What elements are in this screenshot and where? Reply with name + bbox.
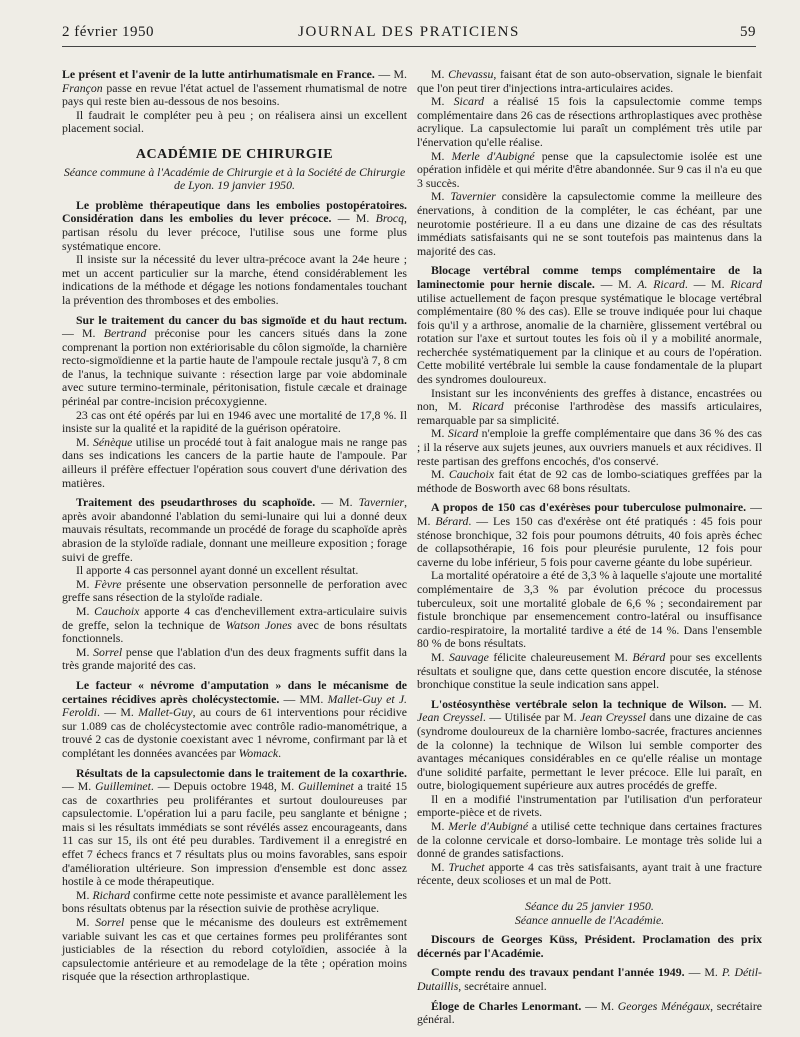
author-name: Tavernier — [450, 189, 496, 204]
text: pense que l'ablation d'un des deux fragments suffit dans la très grande majorité des cas. — [62, 644, 407, 673]
text: , secrétaire général. — [417, 998, 762, 1027]
topic-title: Résultats de la capsulectomie dans le traitement de la coxarthrie. — [76, 765, 407, 780]
text: Insistant sur les inconvénients des greffes à distance, encastrées ou non, M. — [417, 385, 762, 414]
author-name: Françon — [62, 80, 103, 95]
text: M. — [76, 644, 94, 659]
text: . — Les 150 cas d'exérèse ont été pratiqués : 45 fois pour sténose bronchique, 32 fois pour poumons détruits, 40 fois après échec de collapsothérapie, 16 fois pour pleurésie purulente, 12 fois pour caverne du lobe inférieur, 5 fois pour caverne géante du lobe supérieur. — [417, 514, 763, 569]
text: considère la capsulectomie comme la meilleure des énervations, à condition de la compléter, le cas échéant, par une neurotomie postérieure. Il a eu dans une dizaine de cas des résultats immédiats satisfaisants qui ne se sont toutefois pas maintenus dans la majorité des cas. — [417, 189, 763, 258]
paragraph: La mortalité opératoire a été de 3,3 % à laquelle s'ajoute une mortalité complémentaire de 3,3 % par évolution précoce du processus tuberculeux, soit une mortalité globale de 6,6 % ; secondairement par fistule bronchique par ensemencement contro-latéral ou insuffisance cardio-respiratoire, la mortalité tardive a été de 14 %. Dans l'ensemble 80 % de bons résultats. — [417, 568, 762, 651]
text: avec de bons résultats fonctionnels. — [62, 617, 407, 646]
paragraph — [417, 820, 762, 861]
text: utilise un procédé tout à fait analogue mais ne range pas dans ses indications les cancers de la partie haute de l'ampoule. Par ailleurs il préfère effectuer l'opération sous couvert d'une dérivation des matières. — [62, 434, 407, 490]
paragraph — [417, 651, 762, 692]
text: M. — [76, 603, 95, 618]
text: pense que le mécanisme des douleurs est extrêmement variable suivant les cas et que certaines formes peu proliférantes sont justiciables de la résection du rebord cotyloïdien, associée à la capsulectomie antérieure et au remodelage de la tête ; opération moins risquée que la résection arthroplastique. — [62, 915, 407, 984]
text: préconise l'arthrodèse des massifs articulaires, remarquable par sa simplicité. — [417, 399, 762, 427]
topic-title: Blocage vertébral comme temps complémentaire de la laminectomie pour hernie discale. — [417, 263, 762, 291]
author-name: Bérard — [632, 649, 666, 664]
text: apporte 4 cas très satisfaisants, ayant trait à une fracture récente, deux scolioses et un mal de Pott. — [417, 859, 762, 888]
paragraph — [417, 264, 762, 386]
text: félicite chaleureusement M. — [488, 649, 633, 664]
text: M. — [431, 649, 449, 664]
right-column — [417, 68, 762, 1027]
topic-title: Le problème thérapeutique dans les embolies postopératoires. Considération dans les embolies du lever précoce. — [62, 197, 407, 226]
paragraph — [417, 861, 762, 888]
topic-title: Traitement des pseudarthroses du scaphoïde. — [76, 495, 316, 510]
text: M. — [431, 189, 451, 204]
author-name: Bertrand — [103, 326, 147, 341]
author-name: Jean Creyssel — [580, 710, 646, 725]
paragraph — [62, 605, 407, 646]
paragraph: Il apporte 4 cas personnel ayant donné un excellent résultat. — [76, 563, 359, 578]
text: , secrétaire annuel. — [458, 979, 547, 993]
text: fait état de 92 cas de lombo-sciatiques greffées par la méthode de Bosworth avec 68 bons résultats. — [417, 467, 763, 495]
text: — M. — [62, 779, 96, 794]
author-name: Ricard — [730, 276, 762, 291]
header-rule — [62, 46, 756, 47]
header-date: 2 février 1950 — [62, 24, 154, 40]
author-name: Sorrel — [93, 644, 123, 659]
text: , au cours de 61 interventions pour récidive sur 1.089 cas de cholécystectomie avec contrôle radio-manométrique, a trouvé 2 cas de dystonie coexistant avec 1 névrome, confirmant par là et complétant les données avancées par — [62, 705, 407, 760]
text: , après avoir abandonné l'ablation du semi-lunaire qui lui a donné deux mauvais résultats, recommande un procédé de forage du scaphoïde après abrasion de la styloïde radiale, donnant une meilleure exposition ; forage suivi de greffe. — [62, 495, 408, 564]
author-name: P. Détil-Dutaillis — [417, 965, 762, 993]
author-name: Ricard — [471, 399, 504, 414]
paragraph — [62, 767, 407, 889]
paragraph — [417, 68, 762, 95]
text: M. — [431, 148, 452, 163]
session-info: Séance commune à l'Académie de Chirurgie et à la Société de Chirurgie de Lyon. 19 janvier 1950. — [63, 164, 406, 193]
session-info: Séance du 25 janvier 1950. — [525, 899, 654, 914]
paragraph — [62, 436, 407, 490]
text: — MM. — [279, 691, 328, 706]
paragraph — [62, 496, 407, 564]
text: n'emploie la greffe complémentaire que dans 36 % des cas ; il la réserve aux sujets jeunes, aux ouvriers manuels et aux récidives. Il reste partisan des greffons encochés, d'os conservé. — [417, 426, 763, 468]
author-name: Chevassu — [448, 67, 494, 81]
text: — M. — [331, 211, 376, 226]
text: — M. — [315, 495, 359, 510]
topic-title: L'ostéosynthèse vertébrale selon la technique de Wilson. — [431, 696, 727, 711]
text: M. — [431, 426, 448, 441]
text: M. — [76, 576, 95, 591]
topic-title: Éloge de Charles Lenormant. — [431, 998, 582, 1013]
author-name: Sénèque — [93, 434, 133, 449]
paragraph — [62, 889, 407, 916]
paragraph — [417, 95, 762, 149]
text: M. — [431, 819, 449, 834]
text: M. — [76, 887, 93, 902]
paragraph — [417, 150, 762, 191]
paragraph: Il faudrait le compléter peu à peu ; on réalisera ainsi un excellent placement social. — [62, 107, 407, 136]
author-name: Mallet-Guy — [138, 705, 193, 720]
author-name: Merle d'Aubigné — [448, 819, 529, 834]
running-header — [62, 24, 756, 44]
text: passe en revue l'état actuel de l'assement rhumatismal de notre pays qui reste bien au-dessous de nos besoins. — [62, 80, 407, 109]
author-name: Merle d'Aubigné — [451, 148, 535, 163]
paragraph — [417, 427, 762, 468]
text: dans une dizaine de cas (syndrome douloureux de la charnière lombo-sacrée, fractures anciennes de la colonne) la technique de Wilson lui semble comporter des avantages mécaniques considérables en ce qu'elle réalise un montage d'une solidité parfaite, permettant le lever précoce. Elle lui paraît, en outre, biologiquement supérieure aux autres procédés de greffe. — [417, 710, 762, 793]
paragraph — [417, 933, 762, 960]
topic-title: Le présent et l'avenir de la lutte antirhumatismale en France. — [62, 67, 375, 81]
paragraph — [417, 698, 762, 793]
author-name: Sauvage — [448, 649, 489, 664]
text: M. — [431, 94, 454, 109]
author-name: Georges Ménégaux — [617, 998, 711, 1013]
author-name: Bérard — [435, 514, 469, 528]
author-name: Fèvre — [94, 576, 122, 591]
author-name: Cauchoix — [448, 467, 495, 482]
text: — M. — [62, 326, 104, 341]
text: pour ses excellents résultats et souligne que, dans cette question encore discutée, la sténose bronchique constitue la seule indication sans appel. — [417, 649, 762, 692]
paragraph — [62, 916, 407, 984]
section-title: ACADÉMIE DE CHIRURGIE — [135, 146, 334, 162]
text: — M. — [684, 965, 722, 980]
paragraph — [417, 501, 762, 569]
topic-title: Compte rendu des travaux pendant l'année 1949. — [431, 965, 685, 980]
text: présente une observation personnelle de perforation avec greffe sans résection de la styloïde radiale. — [62, 576, 407, 605]
paragraph — [417, 190, 762, 258]
topic-title: Le facteur « névrome d'amputation » dans le mécanisme de certaines récidives après cholécystectomie. — [62, 677, 407, 706]
text: a utilisé cette technique dans certaines fractures de la colonne cervicale et dorso-lombaire. Le montage très solide lui a donné de grandes satisfactions. — [417, 819, 763, 861]
paragraph: Il insiste sur la nécessité du lever ultra-précoce avant la 24e heure ; met un accent particulier sur la marche, étend considérablement les indications de la méthode et dégage les notions fondamentales touchant la prévention des thromboses et des embolies. — [62, 252, 407, 307]
author-name: Womack — [238, 745, 279, 760]
author-name: Mallet-Guy et J. Feroldi — [62, 691, 408, 720]
text: — M. — [374, 67, 407, 81]
paragraph — [62, 68, 407, 109]
left-column — [62, 68, 407, 984]
text: — M. — [581, 998, 618, 1013]
session-info: Séance annuelle de l'Académie. — [514, 912, 665, 927]
topic-title: Discours de Georges Küss, Président. Proclamation des prix décernés par l'Académie. — [417, 932, 762, 960]
paragraph — [62, 646, 407, 673]
text: M. — [76, 434, 94, 449]
author-name: A. Ricard — [637, 276, 685, 291]
paragraph — [62, 679, 407, 761]
text: . — Utilisée par M. — [482, 710, 580, 725]
topic-title: A propos de 150 cas d'exérèses pour tuberculose pulmonaire. — [431, 500, 747, 515]
text: . — [278, 745, 282, 760]
text: préconise pour les cancers situés dans la zone comprenant la portion non extériorisable du côlon sigmoïde, la charnière recto-sigmoïdienne et la partie haute de l'ampoule rectale jusqu'à 7, 8 cm de l'anus, la technique suivante : résection large par voie abdominale avec suture termino-terminale, péritonisation, fistule cæcale et drainage périnéal par contre-incision précoxygienne. — [62, 326, 407, 409]
text: confirme cette note pessimiste et avance parallèlement les bons résultats obtenus par la résection suivie de prothèse acrylique. — [62, 887, 407, 916]
journal-title: JOURNAL DES PRATICIENS — [298, 24, 520, 40]
author-name: Guilleminet — [298, 779, 354, 794]
author-name: Sicard — [447, 426, 479, 441]
author-name: Richard — [92, 887, 131, 902]
text: a réalisé 15 fois la capsulectomie comme temps complémentaire dans 26 cas de résections arthroplastiques avec prothèse acrylique. La capsulectomie lui paraît un complément très utile par l'énervation qu'elle réalise. — [417, 94, 762, 149]
text: M. — [76, 915, 96, 930]
author-name: Cauchoix — [94, 603, 140, 618]
text: M. — [431, 467, 449, 482]
author-name: Tavernier — [358, 495, 405, 510]
text: apporte 4 cas d'enchevillement extra-articulaire suivis de greffe, selon la technique de — [62, 603, 408, 632]
paragraph — [62, 578, 407, 605]
paragraph — [417, 468, 762, 495]
paragraph — [62, 199, 407, 253]
author-name: Sicard — [453, 94, 485, 109]
text: M. — [431, 67, 449, 81]
author-name: Jean Creyssel — [417, 710, 483, 725]
author-name: Sorrel — [95, 915, 125, 930]
text: — M. — [417, 500, 762, 528]
text: M. — [431, 859, 449, 874]
author-name: Brocq — [375, 211, 405, 226]
text: — M. — [726, 696, 762, 711]
text: utilise actuellement de façon presque systématique le blocage vertébral complémentaire (80 % des cas). Elle se trouve indiquée pour lui chaque fois qu'il y a arthrose, anomalie de la charnière, glissement vertébral ou rotation sur l'axe et surtout toutes les fois où il y a mobilité anormale, recherchée systématiquement par la clinique et au cours de l'opération. Cette mobilité vertébrale lui semble la cause fondamentale de la plupart des syndromes douloureux. — [417, 290, 762, 387]
text: . — M. — [96, 705, 139, 720]
paragraph — [417, 1000, 762, 1027]
text: . — Depuis octobre 1948, M. — [150, 779, 299, 794]
author-name: Watson Jones — [225, 617, 292, 632]
text: a traité 15 cas de coxarthries peu proliférantes et surtout douloureuses par capsulectomie. L'opération lui a paru facile, peu sanglante et bénigne ; mais si les résultats immédiats se sont révélés assez encourageants, dans 11 cas sur 15, ils ont été peu durables. Tardivement il a enregistré en effet 7 échecs francs et 7 résultats plus ou moins favorables, sans espoir d'amélioration ultérieure. Son impression d'ensemble est donc assez hostile à ce mode thérapeutique. — [62, 779, 407, 889]
paragraph — [417, 966, 762, 993]
author-name: Guilleminet — [95, 779, 151, 794]
text: pense que la capsulectomie isolée est une opération infidèle et qui mérite d'être abandonnée. Sur 9 cas il n'a eu que 3 succès. — [417, 148, 762, 190]
paragraph — [417, 387, 762, 428]
author-name: Truchet — [448, 859, 485, 874]
paragraph: Il en a modifié l'instrumentation par l'utilisation d'un perforateur emporte-pièce et de rivets. — [417, 791, 762, 820]
page-number: 59 — [740, 24, 756, 40]
text: , partisan résolu du lever précoce, l'utilise sous une forme plus systématique encore. — [62, 211, 407, 253]
text: , faisant état de son auto-observation, signale le bienfait que l'on peut tirer d'injections intra-articulaires acides. — [417, 67, 762, 95]
topic-title: Sur le traitement du cancer du bas sigmoïde et du haut rectum. — [76, 312, 407, 327]
text: . — M. — [684, 276, 731, 291]
text: — M. — [594, 276, 638, 291]
paragraph — [62, 314, 407, 409]
paragraph: 23 cas ont été opérés par lui en 1946 avec une mortalité de 17,8 %. Il insiste sur la qualité et la rapidité de la guérison opératoire. — [62, 407, 407, 436]
